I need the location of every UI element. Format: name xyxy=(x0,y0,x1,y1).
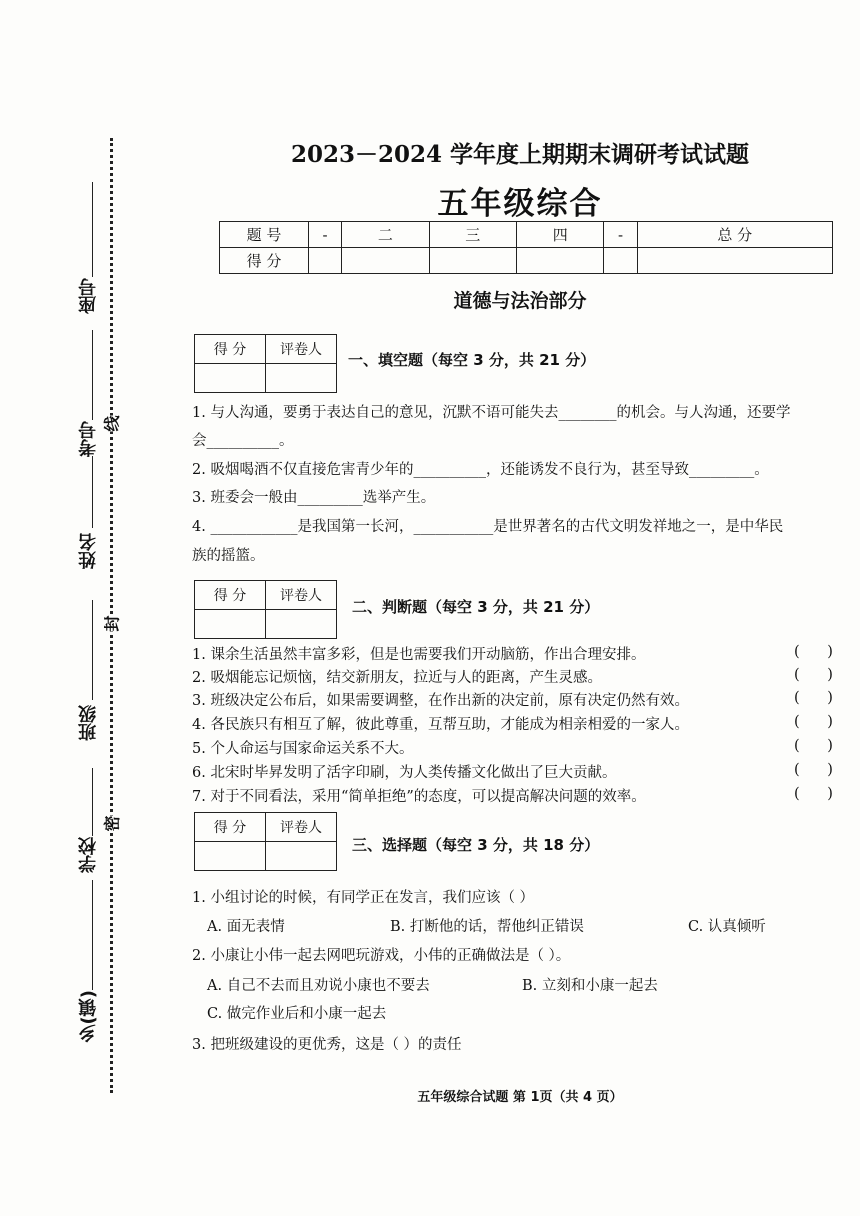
judge-item: 3. 班级决定公布后，如果需要调整，在作出新的决定前，原有决定仍然有效。 xyxy=(192,693,689,709)
seal-seal-char: 封 xyxy=(100,615,123,631)
class-line xyxy=(92,600,93,700)
seat-number-label: 座号 xyxy=(78,278,99,314)
judge-item: 4. 各民族只有相互了解，彼此尊重，互帮互助，才能成为相亲相爱的一家人。 xyxy=(192,717,689,733)
answer-bracket: ( ) xyxy=(794,690,833,706)
judge-item: 5. 个人命运与国家命运关系不大。 xyxy=(192,741,414,757)
choice-question-stem: 1. 小组讨论的时候，有同学正在发言，我们应该（ ） xyxy=(192,890,535,906)
score-cell: 四 xyxy=(517,222,604,248)
answer-bracket: ( ) xyxy=(794,644,833,660)
score-input-cell xyxy=(309,248,342,274)
grader-score-label: 得 分 xyxy=(195,581,266,610)
score-cell: - xyxy=(604,222,637,248)
judge-item: 2. 吸烟能忘记烦恼，结交新朋友，拉近与人的距离，产生灵感。 xyxy=(192,670,602,686)
choice-option: B. 打断他的话，帮他纠正错误 xyxy=(390,919,584,935)
score-input-cell xyxy=(429,248,516,274)
choice-option: C. 做完作业后和小康一起去 xyxy=(207,1006,387,1022)
score-table-score-row xyxy=(220,248,833,274)
score-cell: 三 xyxy=(429,222,516,248)
grader-name-label: 评卷人 xyxy=(266,813,337,842)
answer-bracket: ( ) xyxy=(794,714,833,730)
score-cell: 得 分 xyxy=(220,248,309,274)
class-label: 班级 xyxy=(78,705,99,741)
seal-line-char: 线 xyxy=(100,415,123,431)
grader-box-3 xyxy=(194,812,337,871)
answer-bracket: ( ) xyxy=(794,762,833,778)
fill-question-line: 族的摇篮。 xyxy=(192,548,265,564)
school-line xyxy=(92,768,93,836)
grader-score-label: 得 分 xyxy=(195,335,266,364)
exam-title: 2023－2024 学年度上期期末调研考试试题 xyxy=(290,141,750,168)
page-footer: 五年级综合试题 第 1页（共 4 页） xyxy=(417,1090,623,1105)
judge-item: 1. 课余生活虽然丰富多彩，但是也需要我们开动脑筋，作出合理安排。 xyxy=(192,647,646,663)
town-line xyxy=(92,880,93,990)
score-table xyxy=(219,221,833,274)
score-input-cell xyxy=(342,248,429,274)
choice-option: A. 自己不去而且劝说小康也不要去 xyxy=(207,978,430,994)
town-label: 乡(镇) xyxy=(78,990,99,1043)
choice-option: B. 立刻和小康一起去 xyxy=(522,978,658,994)
choice-question-stem: 2. 小康让小伟一起去网吧玩游戏，小伟的正确做法是（ ）。 xyxy=(192,948,571,964)
fill-question-line: 2. 吸烟喝酒不仅直接危害青少年的__________，还能诱发不良行为，甚至导致_________。 xyxy=(192,462,769,478)
grader-name-label: 评卷人 xyxy=(266,335,337,364)
score-cell: 总 分 xyxy=(637,222,832,248)
score-table-header-row xyxy=(220,222,833,248)
choice-option: C. 认真倾听 xyxy=(688,919,766,935)
answer-bracket: ( ) xyxy=(794,786,833,802)
name-label: 姓名 xyxy=(78,533,99,569)
exam-number-line xyxy=(92,330,93,420)
section1-heading: 一、填空题（每空 3 分，共 21 分） xyxy=(348,351,596,369)
seat-number-line xyxy=(92,182,93,277)
answer-bracket: ( ) xyxy=(794,738,833,754)
fill-question-line: 4. ____________是我国第一长河，___________是世界著名的古代文明发祥地之一，是中华民 xyxy=(192,519,784,535)
judge-item: 7. 对于不同看法，采用“简单拒绝”的态度，可以提高解决问题的效率。 xyxy=(192,789,646,805)
grader-box-1 xyxy=(194,334,337,393)
exam-subtitle: 五年级综合 xyxy=(437,186,603,222)
judge-item: 6. 北宋时毕昇发明了活字印刷，为人类传播文化做出了巨大贡献。 xyxy=(192,765,617,781)
exam-number-label: 考号 xyxy=(78,421,99,457)
choice-option: A. 面无表情 xyxy=(207,919,285,935)
score-input-cell xyxy=(517,248,604,274)
score-cell: 二 xyxy=(342,222,429,248)
section2-heading: 二、判断题（每空 3 分，共 21 分） xyxy=(352,598,600,616)
section3-heading: 三、选择题（每空 3 分，共 18 分） xyxy=(352,836,600,854)
score-input-cell xyxy=(637,248,832,274)
fill-question-line: 1. 与人沟通，要勇于表达自己的意见，沉默不语可能失去________的机会。与人沟通，还要学 xyxy=(192,405,791,421)
fill-question-line: 会__________。 xyxy=(192,433,294,449)
school-label: 学校 xyxy=(78,837,99,873)
grader-score-label: 得 分 xyxy=(195,813,266,842)
grader-name-label: 评卷人 xyxy=(266,581,337,610)
fill-question-line: 3. 班委会一般由_________选举产生。 xyxy=(192,490,436,506)
seal-secret-char: 密 xyxy=(100,815,123,831)
score-input-cell xyxy=(604,248,637,274)
grader-box-2 xyxy=(194,580,337,639)
answer-bracket: ( ) xyxy=(794,667,833,683)
score-cell: - xyxy=(309,222,342,248)
part-title: 道德与法治部分 xyxy=(453,290,587,312)
score-cell: 题 号 xyxy=(220,222,309,248)
choice-question-stem: 3. 把班级建设的更优秀，这是（ ）的责任 xyxy=(192,1037,462,1053)
name-line xyxy=(92,456,93,528)
